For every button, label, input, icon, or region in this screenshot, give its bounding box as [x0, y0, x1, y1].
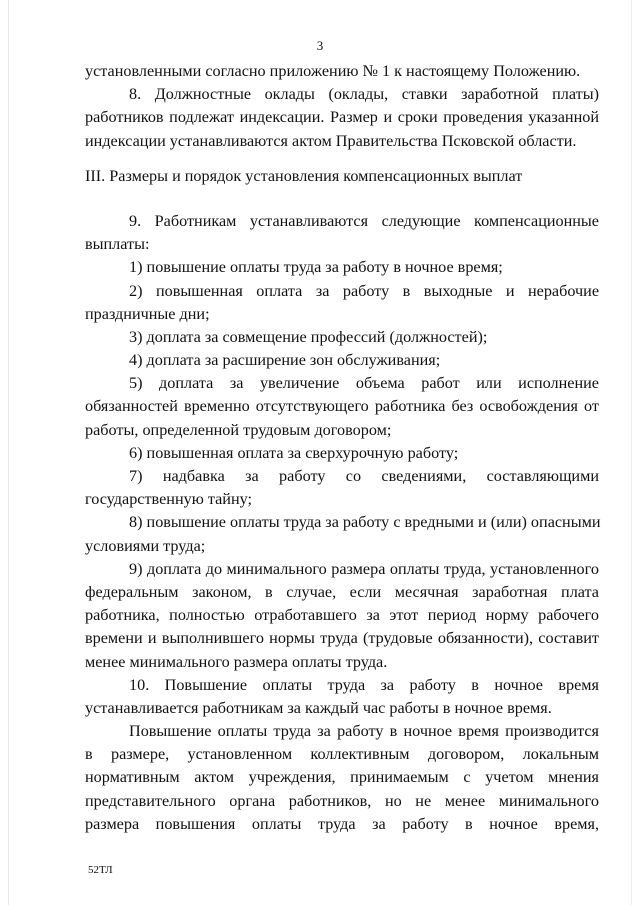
text-line: в размере, установленном коллективным договором, локальным — [85, 745, 599, 764]
text-line: размера повышения оплаты труда за работу в ночное время, — [85, 814, 599, 833]
footer-code: 52ТЛ — [88, 864, 113, 876]
text-line: установленными согласно приложению № 1 к настоящему Положению. — [85, 62, 581, 80]
section-heading: III. Размеры и порядок установления компенсационных выплат — [85, 166, 523, 185]
text-line: нормативным актом учреждения, принимаемым с учетом мнения — [85, 768, 599, 787]
text-line: 7) надбавка за работу со сведениями, составляющими — [129, 467, 599, 485]
scan-edge-right — [631, 0, 632, 905]
scan-edge-left — [8, 0, 9, 905]
text-line: 2) повышенная оплата за работу в выходные и нерабочие — [129, 281, 599, 300]
text-line: государственную тайну; — [85, 490, 253, 509]
text-line: работника, полностью отработавшего за этот период норму рабочего — [85, 606, 599, 625]
text-line: Повышение оплаты труда за работу в ночное время производится — [129, 722, 599, 741]
text-line: индексации устанавливаются актом Правительства Псковской области. — [85, 131, 577, 150]
text-line: времени и выполнившего нормы труда (трудовые обязанности), составит — [85, 629, 599, 648]
document-body — [85, 60, 599, 836]
text-line: устанавливается работникам за каждый час работы в ночное время. — [85, 698, 552, 717]
text-line: 3) доплата за совмещение профессий (должностей); — [129, 327, 488, 346]
text-line: выплаты: — [85, 235, 150, 254]
page-number: 3 — [316, 38, 324, 53]
text-line: праздничные дни; — [85, 304, 210, 323]
text-line: 1) повышение оплаты труда за работу в ночное время; — [129, 258, 503, 277]
text-line: 8) повышение оплаты труда за работу с вредными и (или) опасными — [129, 513, 601, 532]
text-line: условиями труда; — [85, 536, 206, 555]
text-line: 9. Работникам устанавливаются следующие компенсационные — [129, 211, 599, 230]
text-line: менее минимального размера оплаты труда. — [85, 652, 388, 671]
text-line: 6) повышенная оплата за сверхурочную работу; — [129, 443, 459, 462]
text-line: 5) доплата за увеличение объема работ или исполнение — [129, 374, 599, 393]
text-line: федеральным законом, в случае, если месячная заработная плата — [85, 582, 599, 601]
text-line: работы, определенной трудовым договором; — [85, 420, 392, 439]
text-line: 10. Повышение оплаты труда за работу в ночное время — [129, 675, 599, 694]
text-line: обязанностей временно отсутствующего работника без освобождения от — [85, 397, 599, 416]
text-line: 8. Должностные оклады (оклады, ставки заработной платы) — [129, 85, 599, 104]
text-line: представительного органа работников, но не менее минимального — [85, 791, 599, 810]
text-line: 9) доплата до минимального размера оплаты труда, установленного — [129, 559, 599, 578]
text-line: 4) доплата за расширение зон обслуживания; — [129, 351, 441, 370]
text-line: работников подлежат индексации. Размер и сроки проведения указанной — [85, 108, 599, 127]
